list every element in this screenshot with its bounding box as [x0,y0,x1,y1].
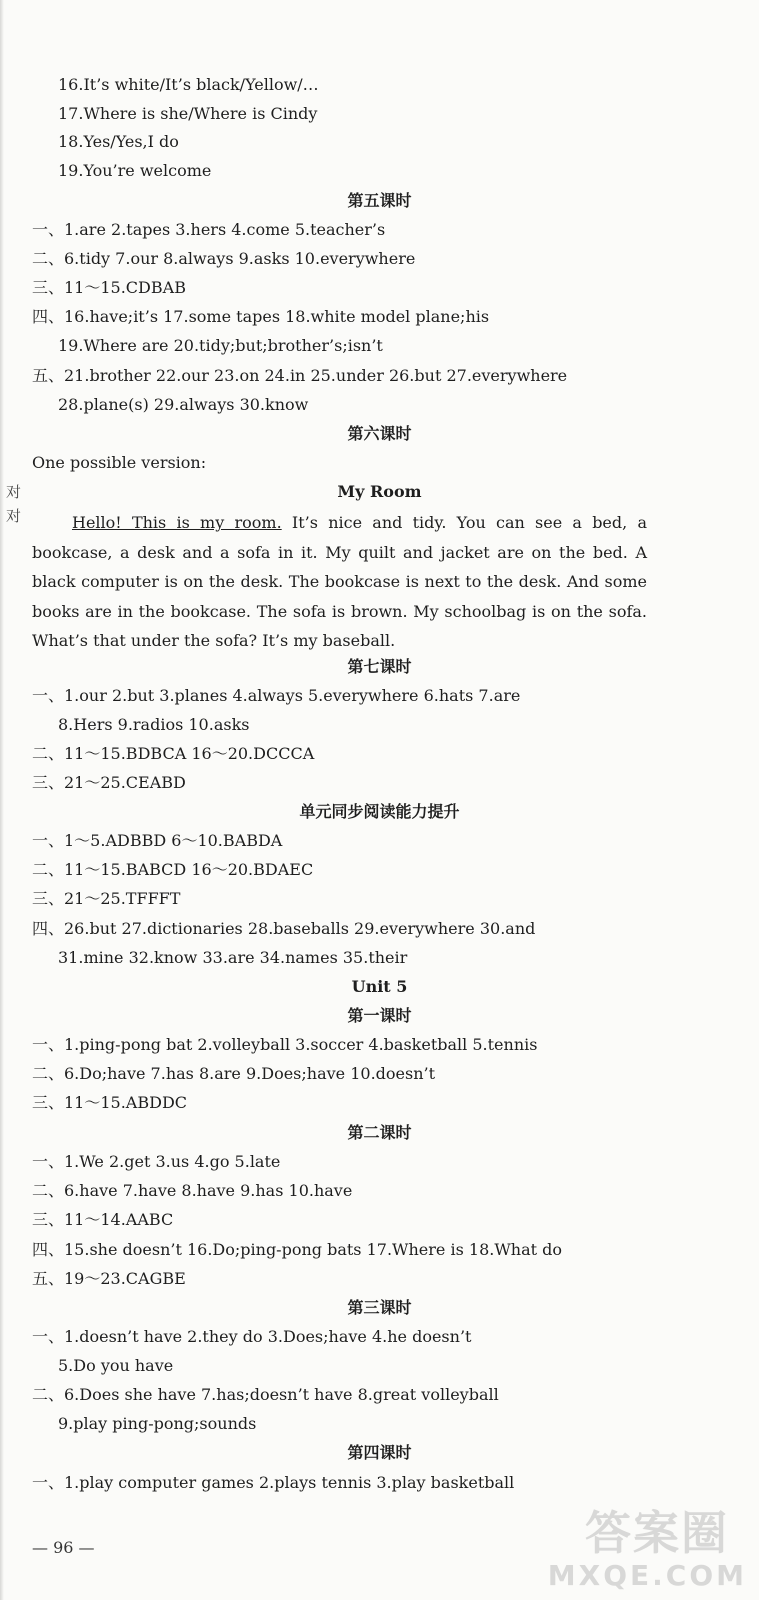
watermark-logo-text: 答案圈 [585,1506,729,1560]
answer-line: 28.plane(s) 29.always 30.know [58,395,309,414]
section-heading-unit5-lesson-2: 第二课时 [347,1123,412,1142]
answer-line: 一、1～5.ADBBD 6～10.BABDA [32,831,283,850]
margin-mark: 对 [6,483,22,501]
section-heading-lesson-6: 第六课时 [347,424,412,443]
answer-line: 二、6.tidy 7.our 8.always 9.asks 10.everywhere [32,249,416,268]
answer-line: 一、1.play computer games 2.plays tennis 3.play basketball [32,1473,515,1492]
answer-line: 二、11～15.BABCD 16～20.BDAEC [32,860,314,879]
answer-line: 9.play ping-pong;sounds [58,1414,257,1433]
section-heading-unit5-lesson-4: 第四课时 [347,1443,412,1462]
answer-line: 31.mine 32.know 33.are 34.names 35.their [58,948,408,967]
answer-line: 一、1.We 2.get 3.us 4.go 5.late [32,1152,281,1171]
answer-line: 四、16.have;it’s 17.some tapes 18.white model plane;his [32,307,490,326]
page-edge-shadow [0,0,4,1600]
answer-line: 一、1.ping-pong bat 2.volleyball 3.soccer 4.basketball 5.tennis [32,1035,538,1054]
essay-body-text: It’s nice and tidy. You can see a bed, a bookcase, a desk and a sofa in it. My quilt and jacket are on the bed. A black computer is on the desk. The bookcase is next to the desk. And some books are in the bookcase. The sofa is brown. My schoolbag is on the sofa. What’s that under the sofa? It’s my baseball. [32,513,648,650]
unit-title: Unit 5 [351,977,408,996]
answer-line: 三、11～14.AABC [32,1210,174,1229]
site-watermark [547,1497,747,1592]
possible-version-label: One possible version: [32,453,207,472]
answer-line: 四、26.but 27.dictionaries 28.baseballs 29.everywhere 30.and [32,919,536,938]
answer-line: 二、11～15.BDBCA 16～20.DCCCA [32,744,315,763]
section-heading-unit-reading: 单元同步阅读能力提升 [299,802,460,821]
answer-line: 5.Do you have [58,1356,174,1375]
margin-mark: 对 [6,507,22,525]
answer-line: 一、1.are 2.tapes 3.hers 4.come 5.teacher’s [32,220,386,239]
section-heading-unit5-lesson-3: 第三课时 [347,1298,412,1317]
answer-line: 一、1.our 2.but 3.planes 4.always 5.everywhere 6.hats 7.are [32,686,521,705]
answer-line: 二、6.Does she have 7.has;doesn’t have 8.great volleyball [32,1385,499,1404]
answer-line: 二、6.Do;have 7.has 8.are 9.Does;have 10.doesn’t [32,1064,436,1083]
page-number: — 96 — [32,1538,95,1557]
answer-line-19: 19.You’re welcome [58,161,212,180]
essay-underlined-sentence: Hello! This is my room. [72,513,282,532]
answer-line-17: 17.Where is she/Where is Cindy [58,104,318,123]
answer-line-16: 16.It’s white/It’s black/Yellow/… [58,75,319,94]
answer-line: 五、19～23.CAGBE [32,1269,186,1288]
answer-line: 三、11～15.ABDDC [32,1093,188,1112]
answer-line: 8.Hers 9.radios 10.asks [58,715,250,734]
section-heading-lesson-7: 第七课时 [347,657,412,676]
answer-line: 一、1.doesn’t have 2.they do 3.Does;have 4.he doesn’t [32,1327,472,1346]
answer-line: 四、15.she doesn’t 16.Do;ping-pong bats 17.Where is 18.What do [32,1240,563,1259]
essay-title: My Room [337,482,422,501]
answer-line: 五、21.brother 22.our 23.on 24.in 25.under 26.but 27.everywhere [32,366,568,385]
answer-line: 三、11～15.CDBAB [32,278,186,297]
answer-line-18: 18.Yes/Yes,I do [58,132,179,151]
section-heading-lesson-5: 第五课时 [347,191,412,210]
watermark-url-text: MXQE.COM [547,1559,747,1592]
answer-line: 三、21～25.TFFFT [32,889,181,908]
answer-line: 二、6.have 7.have 8.have 9.has 10.have [32,1181,353,1200]
answer-line: 19.Where are 20.tidy;but;brother’s;isn’t [58,336,383,355]
essay-paragraph [32,508,647,656]
section-heading-unit5-lesson-1: 第一课时 [347,1006,412,1025]
answer-line: 三、21～25.CEABD [32,773,186,792]
